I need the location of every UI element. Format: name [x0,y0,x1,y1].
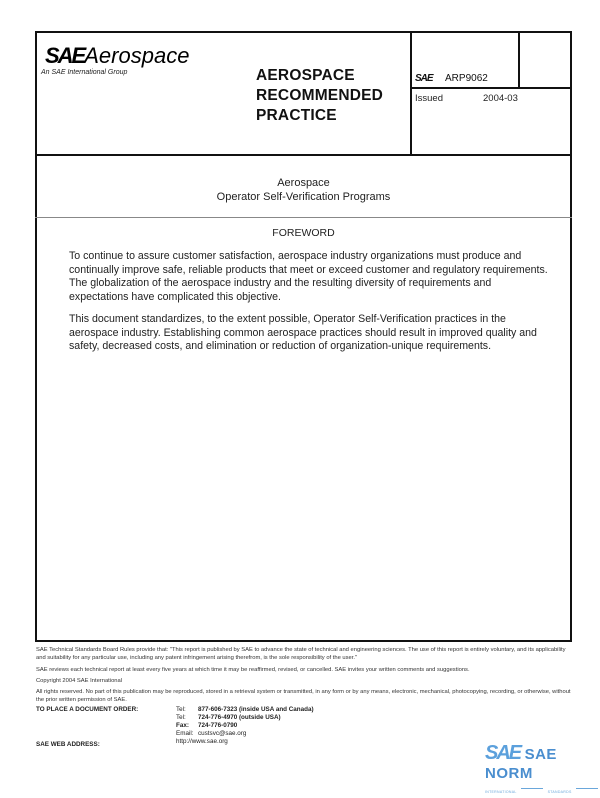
doc-type-line: AEROSPACE [256,67,355,84]
header-bottom-line [35,154,572,156]
title-line-2: Operator Self-Verification Programs [216,191,391,203]
title-bottom-line [35,217,572,218]
title-line-1: Aerospace [277,177,330,189]
docnum-underline [410,87,572,89]
footer-rules: SAE Technical Standards Board Rules provide that: "This report is published by SAE to advance the state of technical and engineering sciences. The use of this report is entirely voluntary, and its applicability and suitability for any particular use, including any patent infringement arising therefrom, is the sole responsibility of the user." [36,647,566,661]
doc-number-value: ARP9062 [445,73,488,84]
logo-subtitle: An SAE International Group [41,69,128,76]
footer-copyright: Copyright 2004 SAE International [36,678,123,684]
contact-row: Tel: 877-606-7323 (inside USA and Canada) [176,706,314,713]
contact-row: Fax: 724-776-0790 [176,722,238,729]
web-label: SAE WEB ADDRESS: [36,741,100,748]
sae-norm-watermark: SAE SAE NORM INTERNATIONAL STANDARDS [485,742,600,798]
header-divider [410,31,412,155]
logo-name: Aerospace [84,43,190,68]
docnum-divider [518,31,520,88]
watermark-text: SAE NORM [485,746,557,782]
sae-aerospace-logo [45,43,189,69]
order-label: TO PLACE A DOCUMENT ORDER: [36,706,139,713]
web-address-link[interactable]: http://www.sae.org [176,738,228,745]
watermark-rule [576,788,598,789]
contact-row: Email: custsvc@sae.org [176,730,247,737]
document-number [415,68,488,86]
issued-date: 2004-03 [483,93,518,104]
doc-type-line: RECOMMENDED [256,87,384,104]
footer-rights: All rights reserved. No part of this publication may be reproduced, stored in a retrieval system or transmitted, in any form or by any means, electronic, mechanical, photocopying, recording, or otherwise, without the prior written permission of SAE. [36,689,571,703]
watermark-rule [521,788,543,789]
foreword-paragraph-2: This document standardizes, to the extent possible, Operator Self-Verification practices in the aerospace industry. Establishing common aerospace practices should result in improved quality and safety, decreased costs, and elimination or reduction of organization-unique requirements. [69,313,537,353]
contact-list [176,706,314,746]
foreword-paragraph-1: To continue to assure customer satisfaction, aerospace industry organizations must produce and continually improve safe, reliable products that meet or exceed customer and regulatory requirements. The globalization of the aerospace industry and the resulting diversity of requirements and expectations have complicated this objective. [69,250,548,303]
document-title [35,176,572,204]
contact-row: Tel: 724-776-4970 (outside USA) [176,714,281,721]
document-type [256,66,383,126]
footer-review: SAE reviews each technical report at least every five years at which time it may be reaffirmed, revised, or cancelled. SAE invites your written comments and suggestions. [36,667,470,673]
watermark-sae-logo: SAE [485,742,521,764]
sae-logo-mark: SAE [45,43,85,68]
doc-type-line: PRACTICE [256,107,337,124]
email-link[interactable]: custsvc@sae.org [198,730,247,737]
sae-small-logo: SAE [415,73,433,84]
foreword-heading: FOREWORD [272,227,335,239]
issued-label: Issued [415,93,443,104]
